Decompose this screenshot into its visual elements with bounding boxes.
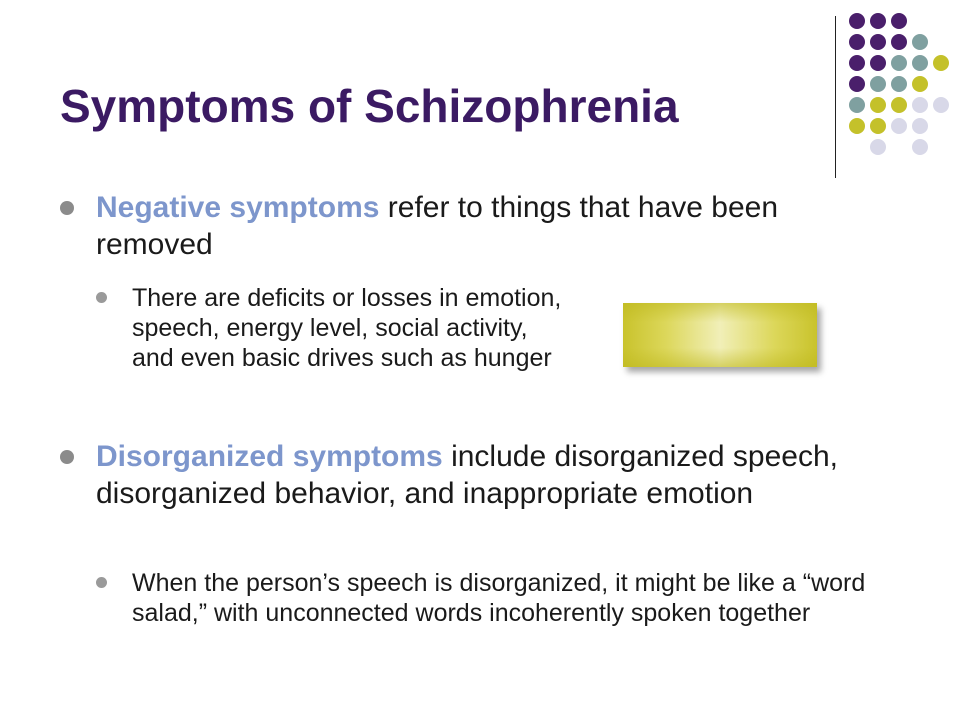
decorative-dot (912, 139, 928, 155)
sub-bullet-text: There are deficits or losses in emotion, speech, energy level, social activity, and even basic drives such as hunger (132, 284, 562, 372)
sub-bullet-dot (96, 577, 107, 588)
sub-bullet-word-salad (96, 568, 916, 628)
decorative-dot (891, 55, 907, 71)
decorative-dot (891, 97, 907, 113)
bullet-body: include disorganized speech, disorganized behavior, and inappropriate emotion (96, 440, 839, 510)
decorative-dot (849, 97, 865, 113)
sub-bullet-dot (96, 292, 107, 303)
decorative-dot (870, 97, 886, 113)
decorative-dot (849, 55, 865, 71)
decorative-dot (912, 118, 928, 134)
decorative-dot (933, 97, 949, 113)
decorative-dot (849, 34, 865, 50)
decorative-dot (933, 55, 949, 71)
decorative-dot (870, 13, 886, 29)
bullet-text (96, 438, 860, 512)
bullet-highlight: Negative symptoms (96, 191, 380, 224)
decorative-dot (912, 97, 928, 113)
decorative-dot (870, 55, 886, 71)
vertical-divider (835, 16, 836, 178)
decorative-dot (891, 34, 907, 50)
bullet-negative-symptoms (60, 189, 860, 263)
sub-bullet-deficits (96, 283, 566, 373)
decorative-dot (870, 34, 886, 50)
decorative-dot (849, 76, 865, 92)
decorative-dot (891, 118, 907, 134)
decorative-dot (849, 118, 865, 134)
decorative-dot (912, 76, 928, 92)
bullet-body: refer to things that have been removed (96, 191, 779, 261)
decorative-dot (891, 13, 907, 29)
bullet-highlight: Disorganized symptoms (96, 440, 443, 473)
page-title: Symptoms of Schizophrenia (60, 80, 679, 132)
decorative-dot (870, 118, 886, 134)
decorative-dot (849, 13, 865, 29)
sub-bullet-text: When the person’s speech is disorganized, it might be like a “word salad,” with unconnected words incoherently spoken together (132, 569, 866, 627)
decorative-dot (912, 55, 928, 71)
bullet-text (96, 189, 860, 263)
decorative-dot (891, 76, 907, 92)
decorative-dot (870, 139, 886, 155)
decorative-gold-box (623, 303, 817, 367)
bullet-dot (60, 450, 74, 464)
bullet-dot (60, 201, 74, 215)
decorative-dot (912, 34, 928, 50)
decorative-dot (870, 76, 886, 92)
bullet-disorganized-symptoms (60, 438, 860, 512)
